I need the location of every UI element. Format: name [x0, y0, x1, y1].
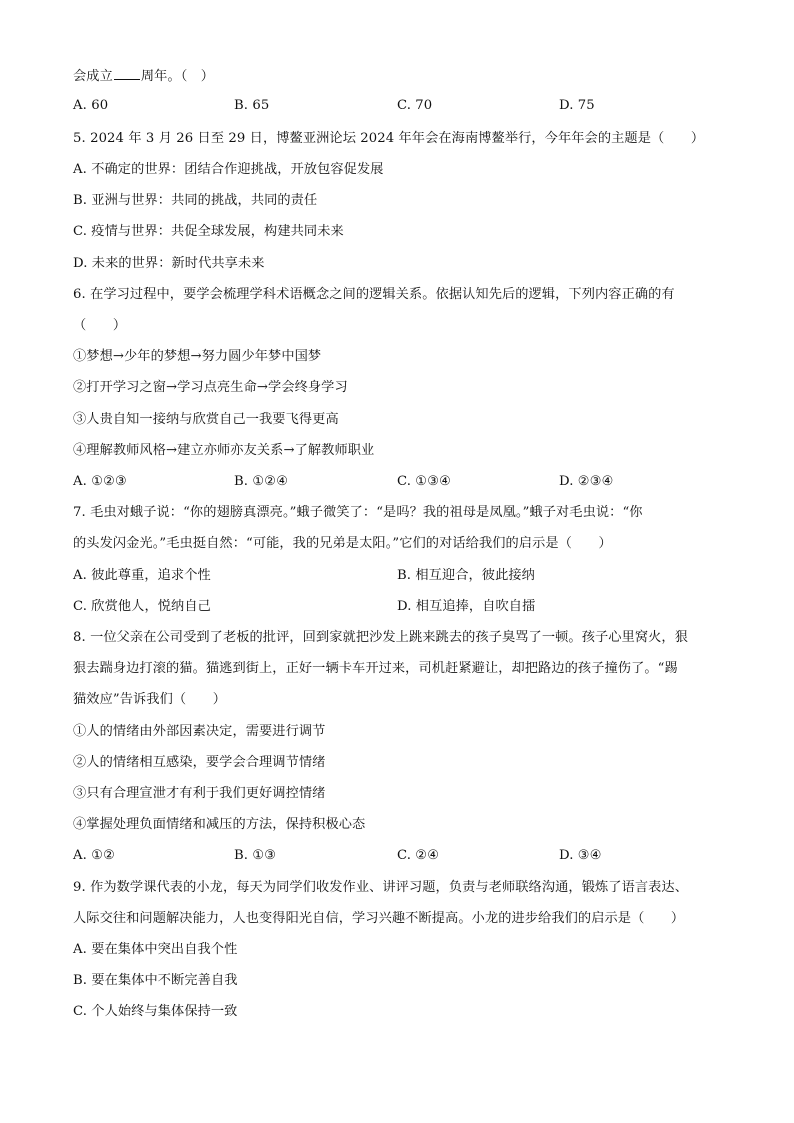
q8-item-1: ①人的情绪由外部因素决定，需要进行调节: [73, 724, 326, 739]
q6-item-1: ①梦想→少年的梦想→努力圆少年梦中国梦: [73, 349, 322, 364]
q5-option-a: A. 不确定的世界：团结合作迎挑战，开放包容促发展: [73, 162, 384, 177]
q7-option-a: A. 彼此尊重，追求个性: [73, 568, 211, 583]
q8-item-3: ③只有合理宣泄才有利于我们更好调控情绪: [73, 786, 326, 801]
q5-option-d: D. 未来的世界：新时代共享未来: [73, 256, 265, 271]
q4-option-d: D. 75: [559, 98, 595, 113]
q9-stem-line2: 人际交往和问题解决能力，人也变得阳光自信，学习兴趣不断提高。小龙的进步给我们的启示是（ ）: [73, 911, 685, 926]
q7-option-d: D. 相互追捧，自吹自擂: [397, 599, 536, 614]
q9-stem-line1: 9. 作为数学课代表的小龙，每天为同学们收发作业、讲评习题，负责与老师联络沟通，锻炼了语言表达、: [73, 880, 689, 895]
q8-option-a: A. ①②: [73, 848, 116, 863]
q7-stem-line2: 的头发闪金光。”毛虫挺自然：“可能，我的兄弟是太阳。”它们的对话给我们的启示是（ ）: [73, 536, 612, 551]
q7-option-b: B. 相互迎合，彼此接纳: [397, 568, 535, 583]
q7-option-c: C. 欣赏他人，悦纳自己: [73, 599, 211, 614]
q6-stem-line1: 6. 在学习过程中，要学会梳理学科术语概念之间的逻辑关系。依据认知先后的逻辑，下列内容正确的有: [73, 287, 675, 302]
q7-stem-line1: 7. 毛虫对蛾子说：“你的翅膀真漂亮。”蛾子微笑了：“是吗？我的祖母是凤凰。”蛾子对毛虫说：“你: [73, 505, 643, 520]
q8-option-d: D. ③④: [559, 848, 602, 863]
q8-item-4: ④掌握处理负面情绪和减压的方法，保持积极心态: [73, 817, 366, 832]
q6-option-b: B. ①②④: [234, 474, 289, 489]
q8-stem-line2: 狠去踹身边打滚的猫。猫逃到街上，正好一辆卡车开过来，司机赶紧避让，却把路边的孩子撞伤了。“踢: [73, 661, 678, 676]
q9-option-c: C. 个人始终与集体保持一致: [73, 1004, 238, 1019]
q8-stem-line1: 8. 一位父亲在公司受到了老板的批评，回到家就把沙发上跳来跳去的孩子臭骂了一顿。孩子心里窝火，狠: [73, 630, 689, 645]
q9-option-b: B. 要在集体中不断完善自我: [73, 973, 238, 988]
q4-stem: [73, 65, 214, 85]
q8-stem-line3: 猫效应”告诉我们（ ）: [73, 692, 227, 707]
q6-option-a: A. ①②③: [73, 474, 127, 489]
q4-stem-post: 周年。（ ）: [140, 69, 214, 84]
q4-option-c: C. 70: [397, 98, 433, 113]
q5-stem: 5. 2024 年 3 月 26 日至 29 日，博鳌亚洲论坛 2024 年年会在海南博鳌举行，今年年会的主题是（ ）: [73, 131, 705, 146]
q6-item-4: ④理解教师风格→建立亦师亦友关系→了解教师职业: [73, 443, 375, 458]
q8-option-c: C. ②④: [397, 848, 440, 863]
q8-option-b: B. ①③: [234, 848, 277, 863]
q4-blank: [114, 65, 140, 80]
q4-option-a: A. 60: [73, 98, 109, 113]
q6-item-2: ②打开学习之窗→学习点亮生命→学会终身学习: [73, 380, 348, 395]
q6-option-d: D. ②③④: [559, 474, 614, 489]
q6-option-c: C. ①③④: [397, 474, 452, 489]
q4-option-b: B. 65: [234, 98, 270, 113]
q9-option-a: A. 要在集体中突出自我个性: [73, 942, 238, 957]
q6-stem-line2: （ ）: [73, 318, 127, 333]
q6-item-3: ③人贵自知一接纳与欣赏自己一我要飞得更高: [73, 412, 339, 427]
q5-option-c: C. 疫情与世界：共促全球发展，构建共同未来: [73, 224, 344, 239]
q4-stem-pre: 会成立: [73, 69, 113, 84]
q8-item-2: ②人的情绪相互感染，要学会合理调节情绪: [73, 755, 326, 770]
q5-option-b: B. 亚洲与世界：共同的挑战，共同的责任: [73, 193, 318, 208]
